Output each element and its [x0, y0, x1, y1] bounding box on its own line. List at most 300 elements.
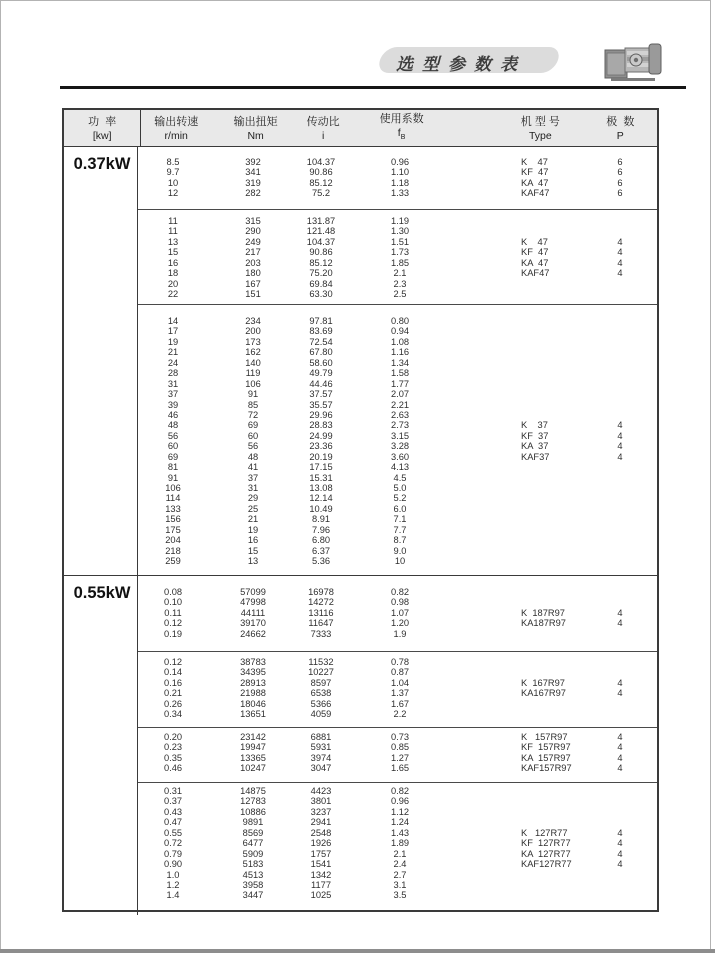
- cell-speed: 0.14: [163, 667, 183, 678]
- cell-speed: 0.20: [163, 732, 183, 742]
- cell-poles: 4: [617, 618, 623, 629]
- cell-ratio: 1177: [311, 879, 331, 890]
- cell-speed: 0.34: [163, 709, 183, 720]
- cell-torque: 41: [247, 462, 259, 473]
- cell-ratio: 104.37: [306, 157, 336, 167]
- table-row: [138, 347, 657, 357]
- column-header-torque: [211, 110, 300, 146]
- cell-type: [456, 410, 583, 420]
- table-row: [138, 667, 657, 677]
- cell-ratio: 75.2: [311, 188, 331, 199]
- cell-torque: 34395: [240, 667, 266, 678]
- cell-factor: 8.7: [393, 535, 407, 546]
- cell-torque: 24662: [240, 628, 266, 639]
- cell-ratio: 131.87: [306, 216, 336, 226]
- cell-speed: 0.11: [164, 607, 182, 618]
- cell-type: [456, 279, 583, 289]
- power-section: [64, 575, 657, 915]
- cell-torque: 38783: [240, 657, 266, 667]
- cell-speed: 156: [165, 514, 181, 525]
- cell-speed: 37: [167, 389, 179, 400]
- cell-ratio: 75.20: [309, 268, 333, 279]
- cell-speed: 0.19: [163, 628, 183, 639]
- table-row: [138, 167, 657, 177]
- cell-ratio: 4423: [310, 786, 332, 796]
- cell-speed: 1.2: [166, 879, 180, 890]
- cell-ratio: 6881: [310, 732, 332, 742]
- cell-torque: 15: [247, 545, 259, 556]
- cell-type: [456, 483, 583, 493]
- power-rating-label: 0.55kW: [73, 584, 131, 602]
- table-row: [138, 657, 657, 667]
- cell-speed: 91: [167, 472, 179, 483]
- cell-factor: 3.60: [390, 451, 410, 462]
- cell-torque: 5183: [242, 859, 264, 870]
- cell-factor: 1.77: [390, 378, 410, 389]
- table-row: [138, 796, 657, 806]
- cell-speed: 0.72: [163, 838, 183, 849]
- cell-speed: 48: [167, 420, 179, 431]
- cell-factor: 1.10: [390, 167, 410, 178]
- cell-torque: 9891: [242, 817, 264, 828]
- cell-type: [456, 347, 583, 357]
- cell-factor: 1.51: [390, 236, 410, 247]
- cell-poles: [583, 226, 657, 236]
- cell-speed: 20: [167, 278, 179, 289]
- cell-poles: [583, 379, 657, 389]
- cell-speed: 69: [167, 451, 179, 462]
- cell-ratio: 58.60: [309, 357, 333, 368]
- cell-ratio: 5931: [310, 742, 332, 753]
- cell-type: [456, 368, 583, 378]
- table-row: [138, 410, 657, 420]
- cell-speed: 0.12: [163, 657, 183, 667]
- cell-type: KAF47: [521, 188, 550, 199]
- cell-torque: 162: [245, 347, 261, 358]
- cell-factor: 1.34: [390, 357, 410, 368]
- table-row: [138, 337, 657, 347]
- cell-factor: 1.08: [390, 336, 410, 347]
- cell-torque: 180: [245, 268, 261, 279]
- table-row: [138, 389, 657, 399]
- cell-poles: [583, 289, 657, 299]
- cell-torque: 5909: [242, 848, 264, 859]
- cell-factor: 1.33: [390, 188, 410, 199]
- cell-speed: 31: [167, 378, 179, 389]
- cell-torque: 37: [247, 472, 259, 483]
- cell-speed: 9.7: [166, 167, 180, 178]
- cell-torque: 119: [245, 368, 261, 379]
- cell-poles: [583, 657, 657, 667]
- cell-torque: 13: [247, 556, 259, 567]
- table-row: [138, 368, 657, 378]
- cell-torque: 3447: [242, 890, 264, 901]
- cell-type: [456, 597, 583, 607]
- cell-torque: 29: [247, 493, 259, 504]
- cell-type: K 37: [521, 420, 548, 431]
- cell-poles: [583, 890, 657, 900]
- cell-factor: 2.07: [390, 389, 410, 400]
- power-rating-label: 0.37kW: [73, 155, 131, 173]
- cell-ratio: 2548: [310, 827, 332, 838]
- cell-ratio: 7.96: [311, 524, 331, 535]
- table-row: [138, 289, 657, 299]
- table-row: [138, 258, 657, 268]
- cell-speed: 19: [167, 336, 179, 347]
- cell-torque: 85: [247, 399, 259, 410]
- cell-factor: 7.7: [393, 524, 407, 535]
- cell-factor: 7.1: [393, 514, 407, 525]
- table-header-row: [64, 110, 657, 147]
- cell-factor: 0.94: [390, 326, 410, 337]
- cell-torque: 6477: [242, 838, 264, 849]
- cell-poles: 4: [617, 742, 623, 753]
- cell-ratio: 10227: [308, 667, 334, 678]
- cell-speed: 0.26: [163, 698, 183, 709]
- column-header-power-cn: 功 率: [88, 115, 117, 128]
- cell-speed: 14: [167, 316, 179, 326]
- cell-speed: 17: [167, 326, 179, 337]
- cell-ratio: 3974: [310, 752, 332, 763]
- cell-ratio: 24.99: [309, 430, 333, 441]
- table-row: [138, 699, 657, 709]
- cell-type: [456, 358, 583, 368]
- cell-ratio: 104.37: [306, 236, 336, 247]
- cell-ratio: 1541: [310, 859, 332, 870]
- cell-factor: 3.1: [393, 879, 407, 890]
- cell-factor: 0.80: [390, 316, 410, 326]
- table-row: [138, 608, 657, 618]
- cell-factor: 1.30: [390, 226, 410, 237]
- table-row: [138, 678, 657, 688]
- cell-torque: 10886: [240, 806, 266, 817]
- cell-poles: 4: [617, 848, 623, 859]
- table-row: [138, 688, 657, 698]
- cell-poles: 4: [617, 451, 623, 462]
- cell-factor: 1.73: [390, 247, 410, 258]
- cell-torque: 12783: [240, 796, 266, 807]
- cell-speed: 204: [165, 535, 181, 546]
- cell-ratio: 3237: [310, 806, 332, 817]
- cell-ratio: 5.36: [311, 556, 331, 567]
- cell-speed: 56: [167, 430, 179, 441]
- table-row: [138, 226, 657, 236]
- table-row: [138, 358, 657, 368]
- cell-poles: [583, 358, 657, 368]
- table-row: [138, 587, 657, 597]
- column-header-speed: [141, 110, 211, 146]
- cell-poles: 4: [617, 430, 623, 441]
- cell-type: KA 37: [521, 441, 549, 452]
- cell-factor: 4.5: [393, 472, 407, 483]
- table-row: [138, 493, 657, 503]
- table-row: [138, 828, 657, 838]
- cell-factor: 1.43: [390, 827, 410, 838]
- cell-poles: 4: [617, 752, 623, 763]
- power-section: [64, 147, 657, 575]
- column-header-type: [457, 110, 583, 146]
- cell-torque: 72: [247, 409, 259, 420]
- cell-ratio: 3801: [310, 796, 332, 807]
- cell-speed: 12: [167, 188, 179, 199]
- cell-poles: [583, 389, 657, 399]
- block-stack: [138, 147, 657, 575]
- cell-poles: [583, 483, 657, 493]
- cell-torque: 200: [245, 326, 261, 337]
- cell-ratio: 7333: [310, 628, 332, 639]
- cell-factor: 2.1: [393, 268, 407, 279]
- cell-type: KF 127R77: [521, 838, 571, 849]
- cell-poles: [583, 368, 657, 378]
- cell-type: KF 157R97: [521, 742, 571, 753]
- cell-torque: 16: [247, 535, 259, 546]
- cell-torque: 19947: [240, 742, 266, 753]
- table-row: [138, 157, 657, 167]
- ratio-block: [138, 147, 657, 209]
- cell-ratio: 8597: [310, 677, 332, 688]
- cell-factor: 0.96: [390, 157, 410, 167]
- gearmotor-image: [603, 38, 665, 87]
- cell-factor: 1.04: [390, 677, 410, 688]
- cell-torque: 21988: [240, 688, 266, 699]
- cell-torque: 290: [245, 226, 261, 237]
- table-row: [138, 629, 657, 639]
- cell-torque: 315: [245, 216, 261, 226]
- cell-speed: 0.31: [163, 786, 183, 796]
- cell-poles: [583, 597, 657, 607]
- cell-type: [456, 667, 583, 677]
- cell-ratio: 85.12: [309, 177, 333, 188]
- cell-poles: [583, 870, 657, 880]
- cell-torque: 14875: [240, 786, 266, 796]
- column-header-speed-unit: r/min: [164, 129, 188, 142]
- cell-type: [456, 514, 583, 524]
- ratio-block: [138, 209, 657, 304]
- cell-factor: 1.19: [390, 216, 410, 226]
- cell-speed: 16: [167, 257, 179, 268]
- cell-ratio: 1926: [310, 838, 332, 849]
- cell-factor: 1.12: [390, 806, 410, 817]
- cell-ratio: 35.57: [309, 399, 333, 410]
- cell-poles: 6: [617, 177, 623, 188]
- cell-type: [456, 504, 583, 514]
- cell-ratio: 29.96: [309, 409, 333, 420]
- cell-speed: 13: [167, 236, 179, 247]
- column-header-factor-unit: $f_B$: [397, 126, 406, 142]
- cell-type: KA187R97: [521, 618, 566, 629]
- cell-factor: 0.98: [390, 597, 410, 608]
- cell-poles: [583, 279, 657, 289]
- cell-ratio: 23.36: [309, 441, 333, 452]
- cell-ratio: 44.46: [309, 378, 333, 389]
- cell-speed: 1.4: [166, 890, 180, 901]
- cell-speed: 60: [167, 441, 179, 452]
- table-row: [138, 597, 657, 607]
- cell-speed: 22: [167, 289, 179, 300]
- cell-ratio: 121.48: [306, 226, 336, 237]
- cell-poles: [583, 400, 657, 410]
- column-header-torque-cn: 输出扭矩: [233, 115, 278, 128]
- cell-speed: 0.12: [163, 618, 183, 629]
- column-header-ratio-cn: 传动比: [306, 115, 340, 128]
- cell-poles: [583, 337, 657, 347]
- cell-poles: 4: [617, 763, 623, 774]
- cell-ratio: 11647: [308, 618, 334, 629]
- cell-factor: 2.63: [390, 409, 410, 420]
- cell-speed: 0.35: [163, 752, 183, 763]
- cell-factor: 5.2: [393, 493, 407, 504]
- column-header-torque-unit: Nm: [247, 129, 264, 142]
- column-header-ratio: [300, 110, 346, 146]
- cell-factor: 9.0: [393, 545, 407, 556]
- cell-type: KF 37: [521, 430, 549, 441]
- table-row: [138, 431, 657, 441]
- cell-torque: 47998: [240, 597, 266, 608]
- table-row: [138, 525, 657, 535]
- cell-poles: [583, 493, 657, 503]
- cell-torque: 106: [245, 378, 261, 389]
- cell-torque: 60: [247, 430, 259, 441]
- cell-speed: 0.55: [163, 827, 183, 838]
- cell-poles: 4: [617, 607, 623, 618]
- cell-speed: 175: [165, 524, 181, 535]
- table-row: [138, 400, 657, 410]
- table-row: [138, 546, 657, 556]
- cell-type: [456, 657, 583, 667]
- cell-speed: 24: [167, 357, 179, 368]
- cell-poles: [583, 504, 657, 514]
- cell-speed: 0.43: [163, 806, 183, 817]
- cell-ratio: 28.83: [309, 420, 333, 431]
- cell-torque: 18046: [240, 698, 266, 709]
- table-row: [138, 237, 657, 247]
- cell-factor: 3.28: [390, 441, 410, 452]
- block-stack: [138, 576, 657, 915]
- cell-poles: 4: [617, 827, 623, 838]
- cell-ratio: 1342: [310, 869, 332, 880]
- cell-factor: 1.27: [390, 752, 410, 763]
- cell-type: [456, 786, 583, 796]
- cell-type: [456, 473, 583, 483]
- table-row: [138, 786, 657, 796]
- cell-torque: 282: [245, 188, 261, 199]
- table-row: [138, 753, 657, 763]
- cell-type: [456, 709, 583, 719]
- cell-torque: 13365: [240, 752, 266, 763]
- table-row: [138, 514, 657, 524]
- table-row: [138, 859, 657, 869]
- cell-ratio: 1757: [310, 848, 332, 859]
- table-row: [138, 178, 657, 188]
- cell-factor: 2.1: [393, 848, 407, 859]
- cell-torque: 21: [247, 514, 259, 525]
- cell-poles: [583, 410, 657, 420]
- cell-speed: 0.37: [163, 796, 183, 807]
- cell-ratio: 85.12: [309, 257, 333, 268]
- cell-torque: 203: [245, 257, 261, 268]
- cell-ratio: 15.31: [309, 472, 333, 483]
- cell-ratio: 90.86: [309, 247, 333, 258]
- cell-factor: 0.78: [390, 657, 410, 667]
- cell-factor: 1.20: [390, 618, 410, 629]
- cell-poles: 4: [617, 441, 623, 452]
- cell-speed: 11: [168, 216, 178, 226]
- cell-type: [456, 316, 583, 326]
- cell-ratio: 49.79: [309, 368, 333, 379]
- cell-type: [456, 525, 583, 535]
- table-row: [138, 279, 657, 289]
- cell-type: KA167R97: [521, 688, 566, 699]
- cell-torque: 48: [247, 451, 259, 462]
- cell-factor: 2.73: [390, 420, 410, 431]
- cell-type: K 47: [521, 236, 548, 247]
- cell-type: [456, 556, 583, 566]
- cell-poles: [583, 709, 657, 719]
- cell-type: [456, 462, 583, 472]
- cell-factor: 1.89: [390, 838, 410, 849]
- cell-poles: 4: [617, 247, 623, 258]
- cell-factor: 2.5: [393, 289, 407, 300]
- cell-factor: 1.67: [390, 698, 410, 709]
- cell-type: KA 127R77: [521, 848, 571, 859]
- cell-factor: 1.65: [390, 763, 410, 774]
- table-row: [138, 556, 657, 566]
- cell-torque: 19: [247, 524, 259, 535]
- cell-speed: 0.21: [163, 688, 183, 699]
- cell-ratio: 63.30: [309, 289, 333, 300]
- column-header-power-unit: [kw]: [92, 129, 112, 142]
- cell-torque: 10247: [240, 763, 266, 774]
- cell-factor: 1.18: [390, 177, 410, 188]
- cell-factor: 3.5: [393, 890, 407, 901]
- cell-factor: 2.21: [390, 399, 410, 410]
- column-header-poles-cn: 极 数: [606, 115, 635, 128]
- cell-factor: 0.82: [390, 786, 410, 796]
- cell-ratio: 11532: [308, 657, 334, 667]
- table-row: [138, 216, 657, 226]
- cell-poles: [583, 535, 657, 545]
- cell-type: [456, 587, 583, 597]
- table-row: [138, 890, 657, 900]
- cell-torque: 39170: [240, 618, 266, 629]
- cell-speed: 15: [167, 247, 179, 258]
- cell-type: [456, 629, 583, 639]
- cell-torque: 151: [245, 289, 261, 300]
- cell-poles: [583, 462, 657, 472]
- power-cell: [64, 147, 138, 575]
- column-header-factor: [346, 110, 457, 146]
- cell-type: [456, 326, 583, 336]
- cell-speed: 133: [165, 503, 181, 514]
- selection-table: [62, 108, 659, 912]
- cell-speed: 106: [165, 483, 181, 493]
- cell-ratio: 72.54: [309, 336, 333, 347]
- cell-poles: [583, 786, 657, 796]
- cell-torque: 25: [247, 503, 259, 514]
- cell-type: KAF127R77: [521, 859, 572, 870]
- cell-speed: 259: [165, 556, 181, 567]
- table-row: [138, 709, 657, 719]
- cell-type: [456, 379, 583, 389]
- cell-factor: 2.2: [393, 709, 407, 720]
- cell-torque: 319: [245, 177, 261, 188]
- cell-factor: 2.4: [393, 859, 407, 870]
- header-rule: [60, 86, 686, 89]
- cell-type: KAF37: [521, 451, 550, 462]
- cell-speed: 28: [167, 368, 179, 379]
- cell-ratio: 5366: [310, 698, 332, 709]
- cell-torque: 23142: [240, 732, 266, 742]
